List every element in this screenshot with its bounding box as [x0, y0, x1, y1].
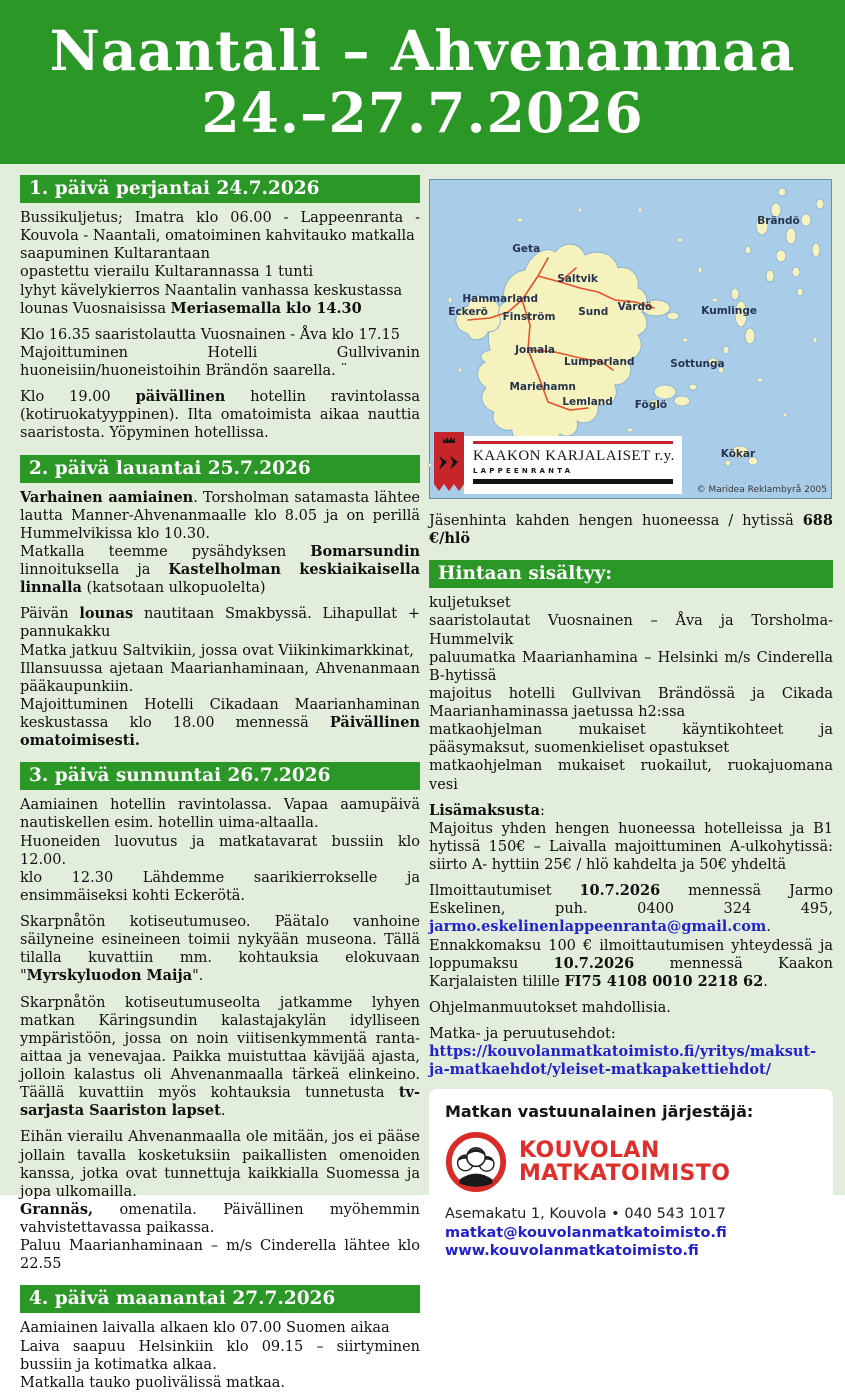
organizer-email-link[interactable]: matkat@kouvolanmatkatoimisto.fi [445, 1225, 727, 1242]
text-run: . [220, 1103, 226, 1120]
text-run: Skarpnåtön kotiseutumuseolta jatkamme lyhyen matkan Käringsundin kalastajakylän idylliseen ympäristöön, jossa on noin viitisenkymmentä ranta-aittaa ja venevajaa. Paikka muistuttaa kävijää ajasta, jolloin kalastus oli Ahvenanmaalla tärkeä elinkeino. Täällä kuvattiin myös kohtauksia tunnetusta [20, 994, 420, 1102]
text-run: lounas Vuosnaisissa [20, 300, 171, 317]
text-run: Klo 16.35 saaristolautta Vuosnainen - Åva klo 17.15 [20, 326, 400, 343]
text-run: : [540, 802, 545, 819]
text-run: kuljetukset [429, 595, 511, 612]
text-run: tv-sarjasta Saariston lapset [20, 1084, 420, 1120]
text-run: nautitaan Smakbyssä. Lihapullat + pannukakku [20, 606, 421, 641]
paragraph [20, 489, 420, 598]
link[interactable]: https://kouvolanmatkatoimisto.fi/yritys/maksut-ja-matkaehdot/yleiset-matkapakettiehdot/ [429, 1043, 817, 1079]
kaakon-flag-icon [434, 432, 464, 492]
text-run: Ohjelmanmuutokset mahdollisia. [429, 999, 671, 1016]
paragraph [20, 326, 420, 380]
organizer-label: Matkan vastuunalainen järjestäjä: [445, 1102, 754, 1122]
price-line [429, 512, 833, 548]
organizer-brand-line2: MATKATOIMISTO [519, 1161, 731, 1187]
text-run: majoitus hotelli Gullvivan Brändössä ja Cikada Maarianhaminassa jaetussa h2:ssa [429, 685, 833, 720]
text-run: Skarpnåtön kotiseutumuseo. Päätalo vanhoine säilyneine esineineen toimii nykyään museona. Tällä tilalla kuvattiin mm. kohtauksia elokuvaan " [20, 914, 420, 985]
organizer-address: Asemakatu 1, Kouvola • 040 543 1017 [445, 1206, 726, 1223]
text-run: 10.7.2026 [579, 882, 661, 900]
paragraph [20, 1319, 420, 1392]
text-run: Matka jatkuu Saltvikiin, jossa ovat Viikinkimarkkinat, [20, 642, 414, 659]
map-label: Sottunga [670, 358, 725, 371]
text-run: opastettu vierailu Kultarannassa 1 tunti [20, 264, 314, 281]
text-run: Jäsenhinta kahden hengen huoneessa / hytissä [429, 513, 803, 529]
text-run: lounas [79, 605, 134, 623]
text-run: lyhyt kävelykierros Naantalin vanhassa keskustassa [20, 282, 403, 299]
text-run: Majoitus yhden hengen huoneessa hotelleissa ja B1 hytissä 150€ – Laivalla majoittuminen A-ulkohytissä: siirto A- hyttiin 25€ / hlö kahdelta ja 50€ yhdeltä [429, 820, 833, 873]
day-3-body [20, 796, 420, 1273]
kaakon-karjalaiset-logo [434, 432, 682, 494]
included-body [429, 594, 833, 1079]
text-run: Lisämaksusta [429, 801, 541, 819]
page-title-dates: 24.–27.7.2026 [201, 80, 644, 145]
map-label: Mariehamn [509, 381, 576, 394]
text-run: Bussikuljetus; Imatra klo 06.00 - Lappeenranta - Kouvola - Naantali, omatoiminen kahvitauko matkalla [20, 210, 420, 245]
map-label: Kökar [720, 448, 756, 461]
paragraph [429, 802, 833, 875]
map-label: Sund [578, 305, 609, 318]
aland-map [429, 179, 832, 499]
text-run: Ilmoittautumiset [429, 883, 580, 900]
text-run: Aamiainen hotellin ravintolassa. Vapaa aamupäivä nautiskellen esim. hotellin uima-altaalla. [20, 797, 420, 832]
day-1-body [20, 209, 420, 443]
text-run: matkaohjelman mukaiset ruokailut, ruokajuomana vesi [429, 758, 833, 793]
organizer-brand-line1: KOUVOLAN [519, 1137, 660, 1163]
title-banner [0, 0, 845, 164]
text-run: Bomarsundin [310, 542, 420, 560]
organizer-brand [519, 1139, 730, 1187]
text-run: mennessä Kaakon Karjalaisten tilille [429, 955, 833, 990]
content-columns [0, 164, 845, 1400]
map-label: Finström [502, 311, 556, 324]
text-run: Laiva saapuu Helsinkiin klo 09.15 – siirtyminen bussiin ja kotimatka alkaa. [20, 1338, 420, 1373]
text-run: Varhainen aamiainen [20, 488, 194, 506]
text-run: saaristolautat Vuosnainen – Åva ja Torsholma- Hummelvik [429, 613, 833, 648]
kaakon-black-rule [473, 479, 673, 484]
paragraph [429, 999, 833, 1017]
text-run: Matka- ja peruutusehdot: [429, 1026, 616, 1042]
organizer-box [429, 1089, 833, 1277]
paragraph [20, 994, 420, 1121]
text-run: (katsotaan ulkopuolelta) [81, 580, 266, 597]
text-run: Majoittuminen Hotelli Cikadaan Maarianhaminan keskustassa klo 18.00 mennessä [20, 696, 420, 731]
text-run: hotellin ravintolassa (kotiruokatyyppinen). Ilta omatoimista aikaa nauttia saaristosta. Yöpyminen hotellissa. [20, 389, 420, 442]
text-run: 688 €/hlö [429, 512, 833, 548]
text-run: Myrskyluodon Maija [26, 967, 193, 985]
map-label: Saltvik [557, 272, 598, 285]
text-run: Klo 19.00 [20, 389, 136, 406]
paragraph [20, 209, 420, 318]
map-label: Eckerö [448, 305, 488, 318]
kaakon-red-rule [473, 441, 673, 444]
day-2-header: 2. päivä lauantai 25.7.2026 [20, 455, 420, 483]
text-run: . Torsholman satamasta lähtee lautta Manner-Ahvenanmaalle klo 8.05 ja on perillä Hummelvikissa klo 10.30. [20, 489, 420, 542]
text-run: Kastelholman keskiaikaisella linnalla [20, 561, 420, 597]
line [429, 512, 833, 548]
text-run: FI75 4108 0010 2218 62 [564, 972, 764, 990]
text-run: Paluu Maarianhaminaan – m/s Cinderella lähtee klo 22.55 [20, 1238, 420, 1273]
kaakon-title: KAAKON KARJALAISET r.y. [473, 448, 675, 464]
map-label: Lumparland [563, 355, 635, 368]
day-1-header: 1. päivä perjantai 24.7.2026 [20, 175, 420, 203]
paragraph [20, 388, 420, 442]
text-run: omenatila. Päivällinen myöhemmin vahvistettavassa paikassa. [20, 1201, 420, 1236]
itinerary-column [20, 175, 420, 1400]
text-run: Päivällinen omatoimisesti. [20, 714, 420, 750]
kouvolan-matkatoimisto-logo-icon [445, 1131, 507, 1193]
text-run: Päivän [20, 606, 80, 623]
info-column [429, 175, 833, 1400]
text-run: 10.7.2026 [553, 954, 635, 972]
paragraph [20, 1128, 420, 1273]
map-label: Föglö [634, 399, 668, 412]
text-run: Aamiainen laivalla alkaen klo 07.00 Suomen aikaa [20, 1320, 390, 1337]
text-run: . [763, 973, 768, 990]
day-2-body [20, 489, 420, 751]
paragraph [20, 796, 420, 905]
text-run: ". [192, 968, 204, 985]
organizer-website-link[interactable]: www.kouvolanmatkatoimisto.fi [445, 1243, 699, 1260]
map-label: Geta [512, 243, 541, 255]
text-run: Matkalla tauko puolivälissä matkaa. [20, 1374, 285, 1391]
paragraph [429, 1025, 833, 1079]
link[interactable]: jarmo.eskelinenlappeenranta@gmail.com [429, 918, 767, 936]
map-label: Brändö [757, 215, 800, 228]
text-run: mennessä Jarmo Eskelinen, puh. 0400 324 495, [429, 883, 833, 918]
text-run: matkaohjelman mukaiset käyntikohteet ja pääsymaksut, suomenkieliset opastukset [429, 722, 833, 757]
text-run: Matkalla teemme pysähdyksen [20, 543, 311, 560]
kaakon-logo-textbox [464, 436, 682, 494]
text-run: Huoneiden luovutus ja matkatavarat bussiin klo 12.00. [20, 833, 420, 868]
page-title: Naantali – Ahvenanmaa [49, 18, 796, 83]
paragraph [20, 605, 420, 750]
map-label: Jomala [515, 344, 555, 357]
text-run: Eihän vierailu Ahvenanmaalla ole mitään, jos ei pääse jollain tavalla kosketuksiin paikallisten omenoiden kanssa, jotka ovat tunnettuja kaikkialla Suomessa ja jopa ulkomailla. [20, 1129, 420, 1200]
day-4-body [20, 1319, 420, 1392]
map-label: Hammarland [462, 292, 539, 305]
text-run: Grannäs, [20, 1200, 94, 1218]
paragraph [429, 882, 833, 991]
organizer-logo-row [445, 1131, 817, 1193]
included-header: Hintaan sisältyy: [429, 560, 833, 588]
text-run: linnoituksella ja [20, 562, 169, 578]
text-run: Majoittuminen Hotelli Gullvivanin huoneisiin/huoneistoihin Brändön saarella. ¨ [20, 344, 420, 379]
paragraph [429, 594, 833, 793]
kaakon-subtitle: LAPPEENRANTA [473, 467, 574, 475]
text-run: paluumatka Maarianhamina – Helsinki m/s Cinderella B-hytissä [429, 649, 833, 684]
map-label: Lemland [562, 395, 613, 408]
day-3-header: 3. päivä sunnuntai 26.7.2026 [20, 762, 420, 790]
text-run: Illansuussa ajetaan Maarianhaminaan, Ahvenanmaan pääkaupunkiin. [20, 660, 420, 695]
text-run: päivällinen [135, 388, 226, 406]
text-run: Meriasemalla klo 14.30 [170, 299, 362, 317]
text-run: . Ennakkomaksu 100 € ilmoittautumisen yhteydessä ja loppumaksu [429, 919, 833, 972]
map-label: Vårdö [617, 300, 653, 313]
map-label: Kumlinge [701, 305, 757, 318]
map-copyright: © Maridea Reklambyrå 2005 [696, 485, 827, 495]
day-4-header: 4. päivä maanantai 27.7.2026 [20, 1285, 420, 1313]
paragraph [20, 913, 420, 986]
text-run: klo 12.30 Lähdemme saarikierrokselle ja ensimmäiseksi kohti Eckerötä. [20, 869, 420, 904]
text-run: saapuminen Kultarantaan [20, 246, 210, 263]
